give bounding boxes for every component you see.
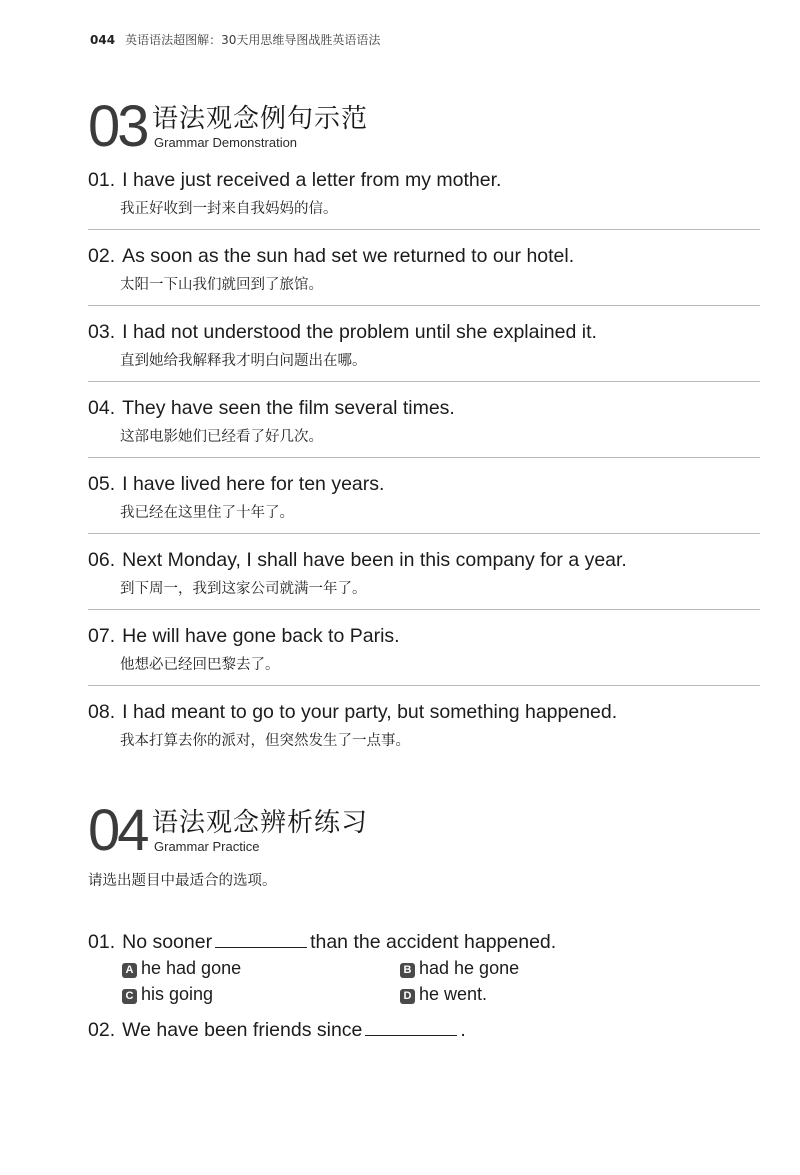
demo-sentence-06 [88, 547, 760, 623]
option-text: he went. [419, 984, 488, 1004]
demo-chinese: 这部电影她们已经看了好几次。 [120, 429, 323, 445]
option-text: had he gone [419, 958, 520, 978]
option-d[interactable] [400, 983, 487, 1005]
question-number: 02. [88, 1019, 116, 1041]
page-number: 044 [90, 33, 116, 47]
demo-english: I had not understood the problem until she explained it. [122, 321, 597, 343]
question-text-after: . [460, 1019, 466, 1041]
demo-english: As soon as the sun had set we returned to our hotel. [122, 245, 575, 267]
divider [88, 305, 760, 306]
demo-chinese: 到下周一，我到这家公司就满一年了。 [120, 581, 367, 597]
option-text: his going [141, 984, 214, 1004]
question-02 [88, 1017, 466, 1043]
option-c[interactable] [122, 983, 213, 1005]
demo-number: 02. [88, 245, 116, 267]
section-04-title-cn: 语法观念辨析练习 [152, 808, 369, 838]
demo-sentence-07 [88, 623, 760, 699]
practice-instruction: 请选出题目中最适合的选项。 [88, 873, 277, 889]
demo-english: I have just received a letter from my mother. [122, 169, 502, 191]
question-01 [88, 929, 556, 955]
demo-sentence-02 [88, 243, 760, 319]
section-04-number: 04 [88, 798, 147, 863]
option-a[interactable] [122, 957, 241, 979]
option-letter-badge: A [122, 963, 137, 978]
divider [88, 609, 760, 610]
demo-chinese: 我已经在这里住了十年了。 [120, 505, 294, 521]
demo-english: He will have gone back to Paris. [122, 625, 400, 647]
book-title: 英语语法超图解：30天用思维导图战胜英语语法 [125, 33, 381, 47]
demo-chinese: 我本打算去你的派对，但突然发生了一点事。 [120, 733, 410, 749]
section-03-title-en: Grammar Demonstration [154, 135, 298, 150]
section-04-title-en: Grammar Practice [154, 839, 260, 854]
demo-sentence-01 [88, 167, 760, 243]
divider [88, 457, 760, 458]
section-03-number: 03 [88, 94, 147, 159]
demo-sentence-05 [88, 471, 760, 547]
divider [88, 533, 760, 534]
option-letter-badge: B [400, 963, 415, 978]
answer-blank[interactable] [215, 929, 307, 948]
demo-sentence-08 [88, 699, 760, 775]
option-text: he had gone [141, 958, 242, 978]
demonstration-list [88, 167, 760, 775]
demo-number: 06. [88, 549, 116, 571]
demo-chinese: 太阳一下山我们就回到了旅馆。 [120, 277, 323, 293]
option-letter-badge: D [400, 989, 415, 1004]
demo-sentence-03 [88, 319, 760, 395]
demo-number: 03. [88, 321, 116, 343]
divider [88, 229, 760, 230]
demo-number: 05. [88, 473, 116, 495]
running-header [90, 31, 380, 48]
question-number: 01. [88, 931, 116, 953]
demo-sentence-04 [88, 395, 760, 471]
divider [88, 381, 760, 382]
demo-english: I had meant to go to your party, but something happened. [122, 701, 618, 723]
demo-english: I have lived here for ten years. [122, 473, 385, 495]
option-letter-badge: C [122, 989, 137, 1004]
demo-chinese: 直到她给我解释我才明白问题出在哪。 [120, 353, 367, 369]
demo-chinese: 他想必已经回巴黎去了。 [120, 657, 280, 673]
demo-english: They have seen the film several times. [122, 397, 455, 419]
answer-blank[interactable] [365, 1017, 457, 1036]
section-03-title-cn: 语法观念例句示范 [152, 104, 369, 134]
demo-chinese: 我正好收到一封来自我妈妈的信。 [120, 201, 338, 217]
demo-number: 01. [88, 169, 116, 191]
demo-number: 08. [88, 701, 116, 723]
option-b[interactable] [400, 957, 519, 979]
demo-number: 04. [88, 397, 116, 419]
question-text-after: than the accident happened. [310, 931, 557, 953]
question-text-before: No sooner [122, 931, 213, 953]
demo-number: 07. [88, 625, 116, 647]
demo-english: Next Monday, I shall have been in this company for a year. [122, 549, 627, 571]
question-text-before: We have been friends since [122, 1019, 363, 1041]
divider [88, 685, 760, 686]
